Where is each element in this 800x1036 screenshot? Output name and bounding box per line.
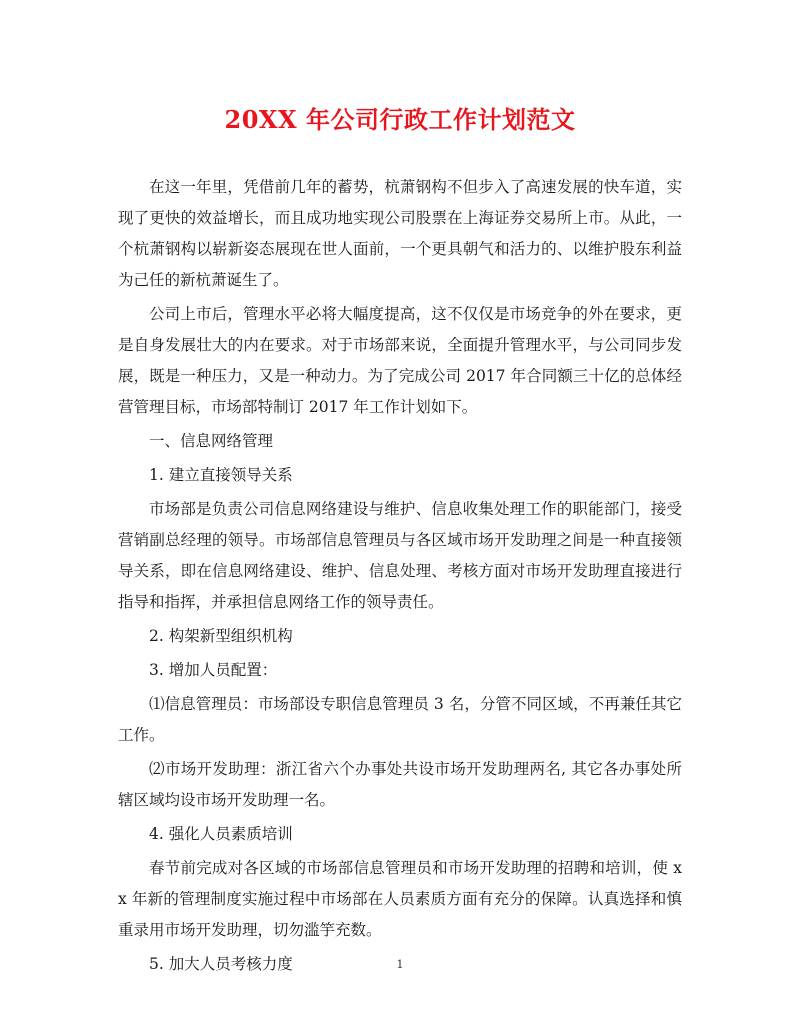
paragraph: 在这一年里，凭借前几年的蓄势，杭萧钢构不但步入了高速发展的快车道，实现了更快的效益增长，而且成功地实现公司股票在上海证券交易所上市。从此，一个杭萧钢构以崭新姿态展现在世人面前，一个更具朝气和活力的、以维护股东利益为己任的新杭萧诞生了。 xyxy=(118,178,682,289)
page-number: 1 xyxy=(396,958,404,971)
document-body xyxy=(118,172,682,983)
list-item: ⑴信息管理员：市场部设专职信息管理员 3 名，分管不同区域，不再兼任其它工作。 xyxy=(118,695,682,744)
subsection-heading: 2. 构架新型组织机构 xyxy=(149,627,293,645)
paragraph: 春节前完成对各区域的市场部信息管理员和市场开发助理的招聘和培训，使 xx 年新的管理制度实施过程中市场部在人员素质方面有充分的保障。认真选择和慎重录用市场开发助理，切勿滥竽充数。 xyxy=(118,859,682,939)
paragraph: 公司上市后，管理水平必将大幅度提高，这不仅仅是市场竞争的外在要求，更是自身发展壮大的内在要求。对于市场部来说，全面提升管理水平，与公司同步发展，既是一种压力，又是一种动力。为了完成公司 2017 年合同额三十亿的总体经营管理目标，市场部特制订 2017 年工作计划如下。 xyxy=(118,305,682,416)
list-item: ⑵市场开发助理：浙江省六个办事处共设市场开发助理两名, 其它各办事处所辖区域均设市场开发助理一名。 xyxy=(118,760,682,809)
subsection-heading: 3. 增加人员配置： xyxy=(149,661,278,679)
subsection-heading: 5. 加大人员考核力度 xyxy=(149,955,293,973)
subsection-heading: 4. 强化人员素质培训 xyxy=(149,825,293,843)
paragraph: 市场部是负责公司信息网络建设与维护、信息收集处理工作的职能部门，接受营销副总经理的领导。市场部信息管理员与各区域市场开发助理之间是一种直接领导关系，即在信息网络建设、维护、信息处理、考核方面对市场开发助理直接进行指导和指挥，并承担信息网络工作的领导责任。 xyxy=(118,500,682,611)
subsection-heading: 1. 建立直接领导关系 xyxy=(149,466,293,484)
document-title: 20XX 年公司行政工作计划范文 xyxy=(224,105,576,134)
section-heading: 一、信息网络管理 xyxy=(149,432,274,450)
